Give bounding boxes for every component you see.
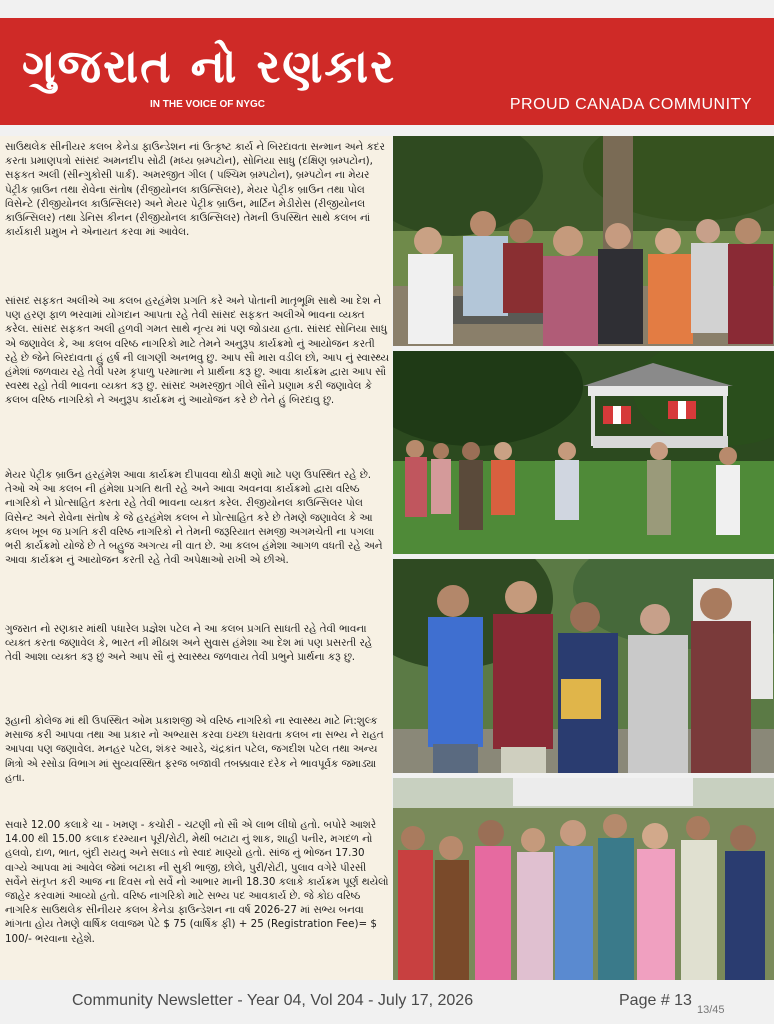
article-paragraph-3: મેયર પેટ્રીક બ્રાઉન હરહંમેશ આવા કાર્યક્રમ દીપાવવા થોડી ક્ષણો માટે પણ ઉપસ્થિત રહે છે. તેઓ એ આ કલબ ની હંમેશા પ્રગતિ થતી રહે અને આવા અવનવા કાર્યક્રમો દ્વારા વરિષ્ઠ નાગરિકો ને પ્રોત્સાહિત કરતા રહે તેવી ભાવના વ્યક્ત કરેલ. રીજીયોનલ કાઉન્સિલર પોલ વિસેન્ટ અને રોવેના સંતોષ કે જે હરહંમેશ કલબ ને પ્રોત્સાહિત કરે છે તેમણે જણાવેલ કે આ કલબ ખૂબ જ પ્રગતિ કરી વરિષ્ઠ નાગરિકો ને તેમની જરૂરિયાત સમજી અગમચેતી ના પગલા ભરી કાર્યક્રમો યોજે છે તે બહુજ અગત્ય ની વાત છે. આ કલબ હંમેશા આગળ વધતી રહે અને આવા કાર્યક્રમ નું આયોજન કરતી રહે તેવી અપેક્ષાઓ રાખી એ છીએ. [5, 469, 383, 567]
photo-food-serving-image [393, 136, 774, 346]
article-paragraph-6: સવારે 12.00 કલાકે ચા - ખમણ - કચોરી - ચટણી નો સૌ એ લાભ લીધો હતો. બપોરે આશરે 14.00 થી 15.00 કલાક દરમ્યાન પૂરી/રોટી, મેથી બટાટા નું શાક, શાહી પનીર, મગદળ નો હલવો, દાળ, ભાત, બુંદી રાયતુ અને સલાડ નો સ્વાદ માણ્યો હતો. સાંજ નું ભોજન 17.30 વાગ્યે આપવા માં આવેલ જેમાં બટાકા ની સુકી ભાજી, છોલે, પુરી/રોટી, પુલાવ વગેરે પીરસી સર્વેને સંતૃપ્ત કરી આજ ના દિવસ નો સર્વે નો આભાર માની 18.30 કલાકે કાર્યક્રમ પૂર્ણ થયેલો જાહેર કરવામાં આવ્યો હતો. વરિષ્ઠ નાગરિકો માટે સભ્ય પદ આવકાર્ય છે. જે કોઇ વરિષ્ઠ નાગરિક સાઉથલેક સીનીયર કલબ કેનેડા ફાઉન્ડેશન ના વર્ષ 2026-27 માં સભ્ય બનવા માંગતા હોય તેમણે વાર્ષિક લવાજમ પેટે $ 75 (વાર્ષિક ફી) + 25 (Registration Fee)= $ 100/- ભરવાના રહેશે. [5, 819, 389, 945]
article-text-column [0, 136, 392, 980]
newspaper-title: ગુજરાત નો રણકાર [22, 39, 396, 93]
community-label: PROUD CANADA COMMUNITY [509, 96, 752, 113]
article-paragraph-4: ગુજરાત નો રણકાર માંથી પધારેલ પ્રજ્ઞેશ પટેલ ને આ કલબ પ્રગતિ સાધતી રહે તેવી ભાવના વ્યક્ત કરતા જણાવેલ કે, ભારત ની મીઠાશ અને સુવાસ હંમેશા આ દેશ માં પણ પ્રસરતી રહે તેવી આશા વ્યક્ત કરૂ છું અને આપ સૌ નું સ્વાસ્થ્ય જળવાય તેવી પ્રભુને પ્રાર્થના કરૂ છુ. [5, 623, 373, 664]
article-paragraph-1: સાઉથલેક સીનીયર કલબ કેનેડા ફાઉન્ડેશન નાં ઉત્કૃષ્ટ કાર્ય ને બિરદાવતા સન્માન અને કદર કરતા પ્રમાણપત્રો સાંસદ અમનદીપ સોઢી (મધ્ય બ્રમ્પટોન), સોનિયા સાધુ (દક્ષિણ બ્રમ્પટોન), સફકત અલી (સીન્ગુકોસી પાર્ક). અમરજીત ગીલ ( પશ્ચિમ બ્રમ્પટોન), બ્રમ્પટોન ના મેયર પેટ્રીક બ્રાઉન તથા રોવેના સંતોષ (રીજીયોનલ કાઉન્સિલર), મેયર પેટ્રીક બ્રાઉન તથા પોલ વિસેન્ટે (રીજીયોનલ કાઉન્સિલર) અને મેયર પેટ્રીક બ્રાઉન, માર્ટિન મેડીરોસ (રીજીયોનલ કાઉન્સિલર) તથા ડેનિસ કીનન (રીજીયોનલ કાઉન્સિલર) તેમની ઉપસ્થિત સાથે કલબ નાં કાર્યકારી પ્રમુખ ને એનાયત કરવા માં આવેલ. [5, 141, 385, 239]
photo-group-men [393, 559, 774, 773]
newsletter-issue-info: Community Newsletter - Year 04, Vol 204 - July 17, 2026 [72, 992, 474, 1009]
newspaper-tagline: IN THE VOICE OF NYGC [150, 99, 266, 110]
article-paragraph-5: રૂહાની કોલેજ માં થી ઉપસ્થિત ઓમ પ્રકાશજી એ વરિષ્ઠ નાગરિકો ના સ્વાસ્થ્ય માટે નિ:શુલ્ક મસાજ કરી આપવા તથા આ પ્રકાર નો અભ્યાસ કરવા ઇચ્છા ધરાવતા કલબ ના સભ્ય ને રાહત આપવા પણ જણાવેલ. મનહર પટેલ, શંકર આરડે, ચંદ્રકાંત પટેલ, જગદીશ પટેલ તથા અન્ય મિત્રો એ રસોડા વિભાગ માં સુવ્યવસ્થિત ફરજ બજાવી તબક્કાવાર દરેક ને ભાવપૂર્વક જમાડ્યા હતા. [5, 715, 384, 784]
page-number: Page # 13 [619, 992, 692, 1009]
photo-gazebo-dance [393, 351, 774, 554]
newsletter-footer [0, 980, 774, 1024]
photo-food-serving [393, 136, 774, 346]
photo-group-men-image [393, 559, 774, 773]
photo-ladies-gathering [393, 778, 774, 980]
page-counter: 13/45 [697, 1004, 725, 1016]
article-paragraph-2: સાંસદ સફકત અલીએ આ કલબ હરહંમેશ પ્રગતિ કરે અને પોતાની માતૃભૂમિ સાથે આ દેશ ને પણ હરણ ફાળ ભરવામાં યોગદાન આપતા રહે તેવી સાંસદ સફકત અલીએ ભાવના વ્યક્ત કરેલ. સાંસદ સફકત અલી હળવી ગમત સાથે નૃત્ય માં પણ જોડાયા હતા. સાંસદ સોનિયા સાધુ એ જણાવેલ કે, આ કલબ વરિષ્ઠ નાગરિકો માટે તેમને અનુરૂપ કાર્યક્રમો નું આયોજન કરતી રહે છે જેને બિરદાવતા હું હર્ષ ની લાગણી અનભવુ છુ. આપ સૌ મારા વડીલ છો, આપ નું સ્વાસ્થ્ય હંમેશાં જળવાય રહે તેવી પરમ કૃપાળુ પરમાત્મા ને પ્રાર્થના કરૂ છુ. આવા કાર્યક્રમ દ્વારા આપ સૌ સ્વસ્થ રહો તેવી ભાવના વ્યક્ત કરૂ છુ. સાંસદ અમરજીત ગીલે સૌને પ્રણામ કરી જણાવેલ કે કલબ વરિષ્ઠ નાગરિકો ને અનુરૂપ કાર્યક્રમ નું આયોજન કરે છે તેને હું બિરદાવુ છુ. [5, 295, 389, 407]
photo-ladies-gathering-image [393, 778, 774, 980]
masthead-banner [0, 18, 774, 125]
photo-gazebo-dance-image [393, 351, 774, 554]
